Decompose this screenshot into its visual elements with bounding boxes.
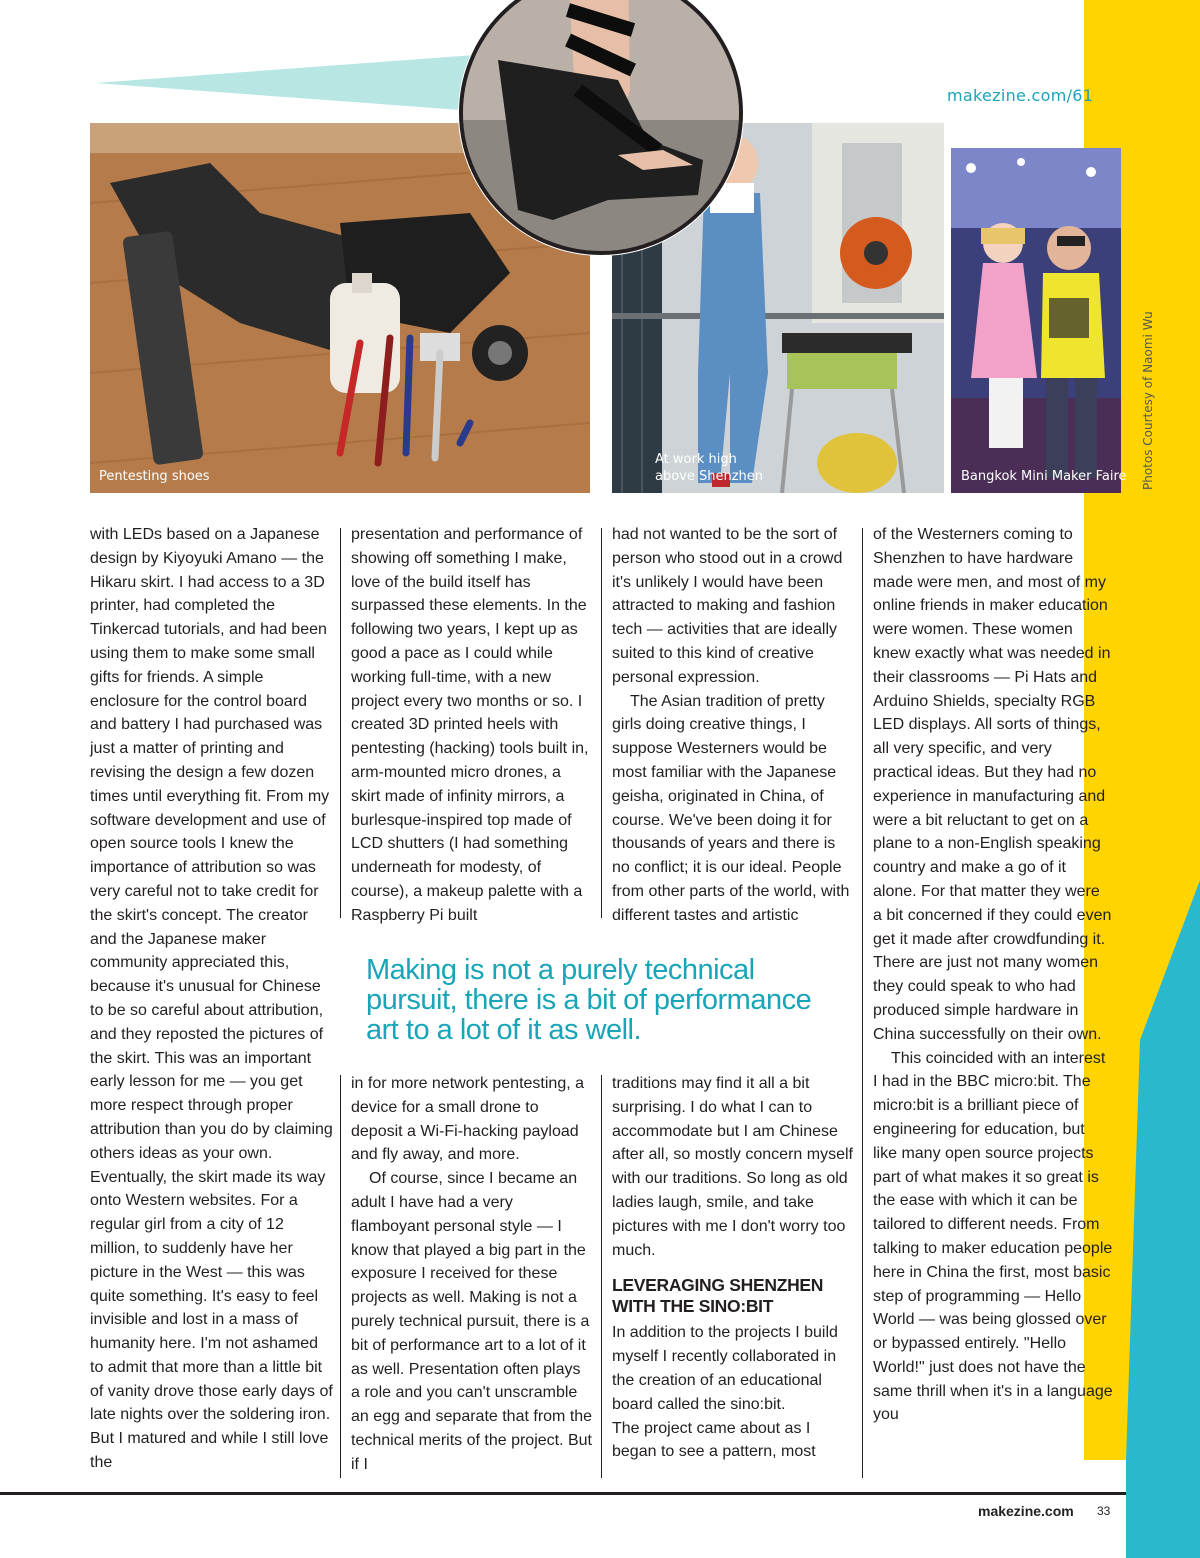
paragraph: had not wanted to be the sort of person who stood out in a crowd it's unlikely I would have been attracted to making and fashion tech — activities that are ideally suited to this kind of creative personal expression. (612, 526, 843, 686)
teal-ribbon-graphic (95, 55, 495, 115)
section-heading: LEVERAGING SHENZHEN WITH THE SINO:BIT (612, 1275, 824, 1317)
paragraph: with LEDs based on a Japanese design by Kiyoyuki Amano — the Hikaru skirt. I had access to a 3D printer, had completed the Tinkercad tutorials, and had been using them to make some small gifts for friends. A simple enclosure for the control board and battery I had purchased was just a matter of printing and revising the design a few dozen times until everything fit. From my software development and use of open source tools I knew the importance of attribution so was very careful not to take credit for the skirt's concept. The creator and the Japanese maker community appreciated this, because it's unusual for Chinese to be so careful about attribution, and they reposted the pictures of the skirt. This was an important early lesson for me — you get more respect through proper attribution than you do by claiming others ideas as your own. Eventually, the skirt made its way onto Western websites. For a regular girl from a city of 12 million, to suddenly have her picture in the West — this was quite something. It's easy to feel invisible and lost in a mass of humanity here. I'm not ashamed to admit that more than a little bit of vanity drove those early days of late nights over the soldering iron. But I matured and while I still love the (90, 526, 333, 1472)
caption-at-work-shenzhen: At work high above Shenzhen (655, 452, 764, 484)
article-column-4 (873, 523, 1113, 1427)
paragraph: Of course, since I became an adult I have had a very flamboyant personal style — I know that played a big part in the exposure I received for these projects as well. Making is not a purely technical pursuit, there is a bit of performance art to a lot of it as well. Presentation often plays a role and you can't unscramble an egg and separate that from the technical merits of the project. But if I (351, 1170, 593, 1473)
column-rule (340, 528, 341, 918)
column-rule (340, 1075, 341, 1478)
paragraph: The Asian tradition of pretty girls doing creative things, I suppose Westerners would be most familiar with the Japanese geisha, originated in China, of course. We've been doing it for thousands of years and there is no conflict; it is our ideal. People from other parts of the world, with different tastes and artistic (612, 692, 850, 924)
footer-rule (0, 1492, 1126, 1495)
page-number: 33 (1097, 1504, 1111, 1518)
paragraph: presentation and performance of showing off something I make, love of the build itself has surpassed these elements. In the following two years, I kept up as good a pace as I could while working full-time, with a new project every two months or so. I created 3D printed heels with pentesting (hacking) tools built in, arm-mounted micro drones, a skirt made of infinity mirrors, a burlesque-inspired top made of LCD shutters (I had something underneath for modesty, of course), a makeup palette with a Raspberry Pi built (351, 526, 589, 924)
paragraph: The project came about as I began to see a pattern, most (612, 1419, 816, 1461)
web-reference: makezine.com/61 (947, 86, 1094, 105)
paragraph: in for more network pentesting, a device for a small drone to deposit a Wi-Fi-hacking payload and fly away, and more. (351, 1075, 585, 1164)
article-column-3-top (612, 523, 854, 928)
caption-bangkok-maker-faire: Bangkok Mini Maker Faire (961, 469, 1127, 484)
column-rule (601, 1075, 602, 1478)
article-column-3-bottom (612, 1072, 854, 1464)
paragraph: of the Westerners coming to Shenzhen to have hardware made were men, and most of my online friends in maker education were women. These women knew exactly what was needed in their classrooms — Pi Hats and Arduino Shields, specialty RGB LED displays. All sorts of things, all very specific, and very practical ideas. But they had no experience in manufacturing and were a bit reluctant to get on a plane to a non-English speaking country and make a go of it alone. For that matter they were a bit concerned if they could even get it made after crowdfunding it. There are just not many women they could speak to who had produced simple hardware in China successfully on their own. (873, 526, 1112, 1043)
caption-pentesting-shoes: Pentesting shoes (99, 469, 210, 484)
paragraph: This coincided with an interest I had in the BBC micro:bit. The micro:bit is a brilliant piece of engineering for education, but like many open source projects part of what makes it so great is the ease with which it can be tailored to different needs. From talking to maker education people here in China the first, most basic step of programming — Hello World — was being glossed over or bypassed entirely. "Hello World!" just does not have the same thrill when it's in a language you (873, 1049, 1113, 1424)
pull-quote: Making is not a purely technical pursuit, there is a bit of performance art to a lot of it as well. (366, 954, 812, 1046)
photo-credit: Photos Courtesy of Naomi Wu (1141, 311, 1155, 490)
paragraph: traditions may find it all a bit surprising. I do what I can to accommodate but I am Chinese after all, so mostly concern myself with our traditions. So long as old ladies laugh, smile, and take pictures with me I don't worry too much. (612, 1075, 853, 1259)
photo-bangkok-maker-faire (951, 148, 1121, 493)
footer-site: makezine.com (978, 1503, 1074, 1519)
article-column-2-top (351, 523, 593, 928)
paragraph: In addition to the projects I build myself I recently collaborated in the creation of an educational board called the sino:bit. (612, 1324, 838, 1413)
column-rule (601, 528, 602, 918)
wedge-heel-shoe-photo (458, 0, 744, 256)
article-column-2-bottom (351, 1072, 593, 1477)
article-column-1 (90, 523, 333, 1475)
column-rule (862, 528, 863, 1478)
